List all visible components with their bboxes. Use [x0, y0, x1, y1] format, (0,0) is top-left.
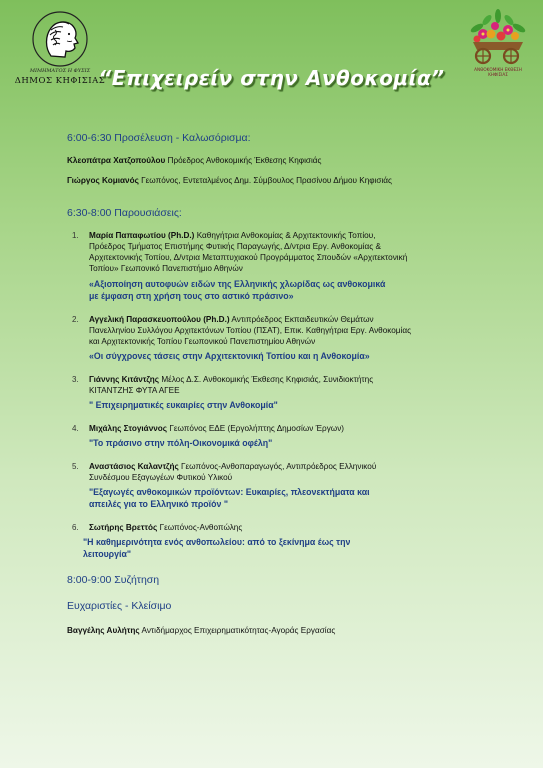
page-title: “Επιχειρείν στην Ανθοκομία” — [98, 66, 445, 90]
speaker-role: Πρόεδρος Ανθοκομικής Έκθεσης Κηφισιάς — [165, 156, 322, 165]
presentation-item — [67, 423, 487, 449]
speaker-role: Τοπίου» Γεωπονικό Πανεπιστήμιο Αθηνών — [89, 264, 243, 273]
speaker-name: Γιώργος Κομιανός — [67, 176, 139, 185]
speaker-role: Γεωπόνος, Εντεταλμένος Δημ. Σύμβουλος Πρασίνου Δήμου Κηφισιάς — [138, 176, 392, 185]
speaker-role: Καθηγήτρια Ανθοκομίας & Αρχιτεκτονικής Τοπίου, — [194, 231, 376, 240]
speaker-name: Κλεοπάτρα Χατζοπούλου — [67, 156, 166, 165]
talk-title: "Εξαγωγές ανθοκομικών προϊόντων: Ευκαιρίες, πλεονεκτήματα και — [89, 487, 370, 497]
talk-title: με έμφαση στη χρήση τους στο αστικό πράσινο» — [89, 291, 294, 301]
presentations-heading: 6:30-8:00 Παρουσιάσεις: — [67, 207, 182, 219]
presentation-item — [67, 314, 487, 362]
speaker-name: Βαγγέλης Αυλήτης — [67, 626, 140, 635]
talk-title: " Επιχειρηματικές ευκαιρίες στην Ανθοκομία" — [89, 400, 278, 410]
speaker-role: Αρχιτεκτονικής Τοπίου, Δ/ντρια Μεταπτυχιακού Προγράμματος Σπουδών «Αρχιτεκτονική — [89, 253, 408, 262]
speaker-name: Σωτήρης Βρεττός — [89, 523, 158, 532]
presentation-item — [67, 522, 487, 560]
speaker-name: Γιάννης Κιτάντζης — [89, 375, 160, 384]
speaker-role: Γεωπόνος ΕΔΕ (Εργολήπτης Δημοσίων Έργων) — [167, 424, 345, 433]
speaker-role: Πανελληνίου Συλλόγου Αρχιτεκτόνων Τοπίου (ΠΣΑΤ), Επικ. Καθηγήτρια Εργ. Ανθοκομίας — [89, 326, 412, 335]
municipality-motto: ΜΙΜΗΜΑΤΟΣ Η ΦΥΣΙΣ — [29, 68, 91, 74]
speaker-name: Αναστάσιος Καλαντζής — [89, 462, 179, 471]
item-number: 3. — [72, 375, 79, 384]
speaker-role: Αντιπρόεδρος Εκπαιδευτικών Θεμάτων — [229, 315, 374, 324]
speaker-role: Πρόεδρος Τμήματος Επιστήμης Φυτικής Παραγωγής, Δ/ντρια Εργ. Ανθοκομίας & — [89, 242, 381, 251]
item-number: 2. — [72, 315, 79, 324]
head-profile-emblem-icon — [31, 10, 89, 68]
speaker-role: Μέλος Δ.Σ. Ανθοκομικής Έκθεσης Κηφισιάς, Συνιδιοκτήτης — [159, 375, 374, 384]
talk-title: "Το πράσινο στην πόλη-Οικονομικά οφέλη" — [89, 438, 273, 448]
presentation-item — [67, 461, 487, 510]
speaker-role: ΚΙΤΑΝΤΖΗΣ ΦΥΤΑ ΑΓΕΕ — [89, 386, 180, 395]
presentation-item — [67, 374, 487, 411]
speaker-role: Αντιδήμαρχος Επιχειρηματικότητας-Αγοράς Εργασίας — [139, 626, 336, 635]
fair-caption-line2: ΚΗΦΙΣΙΑΣ — [488, 71, 508, 77]
fair-caption-line1: ΑΝΘΟΚΟΜΙΚΗ ΕΚΘΕΣΗ — [474, 67, 522, 72]
item-number: 6. — [72, 523, 79, 532]
speaker-role: Συνδέσμου Εξαγωγέων Φυτικού Υλικού — [89, 473, 233, 482]
talk-title: λειτουργία" — [83, 549, 132, 559]
speaker-name: Μαρία Παπαφωτίου (Ph.D.) — [89, 231, 195, 240]
flower-cart-icon — [463, 6, 533, 68]
presentation-item — [67, 230, 487, 302]
talk-title: «Αξιοποίηση αυτοφυών ειδών της Ελληνικής χλωρίδας ως ανθοκομικά — [89, 279, 386, 289]
talk-title: "Η καθημερινότητα ενός ανθοπωλείου: από το ξεκίνημα έως την — [83, 537, 351, 547]
talk-title: «Οι σύγχρονες τάσεις στην Αρχιτεκτονική Τοπίου και η Ανθοκομία» — [89, 351, 370, 361]
municipality-name: ΔΗΜΟΣ ΚΗΦΙΣΙΑΣ — [14, 76, 106, 86]
talk-title: απειλές για το Ελληνικό προϊόν " — [89, 499, 228, 509]
discussion-heading: 8:00-9:00 Συζήτηση — [67, 574, 160, 586]
speaker-line — [67, 155, 487, 166]
speaker-role: Γεωπόνος-Ανθοπαραγωγός, Αντιπρόεδρος Ελληνικού — [178, 462, 377, 471]
closing-heading: Ευχαριστίες - Κλείσιμο — [67, 600, 172, 612]
item-number: 1. — [72, 231, 79, 240]
speaker-role: και Αρχιτεκτονικής Τοπίου Γεωπονικού Πανεπιστημίου Αθηνών — [89, 337, 316, 346]
closing-speaker-line — [67, 625, 487, 636]
item-number: 5. — [72, 462, 79, 471]
item-number: 4. — [72, 424, 79, 433]
speaker-name: Μιχάλης Στογιάννος — [89, 424, 168, 433]
arrival-heading: 6:00-6:30 Προσέλευση - Καλωσόρισμα: — [67, 132, 251, 144]
speaker-name: Αγγελική Παρασκευοπούλου (Ph.D.) — [89, 315, 230, 324]
speaker-role: Γεωπόνος-Ανθοπώλης — [157, 523, 243, 532]
program-content — [67, 132, 487, 636]
speaker-line — [67, 175, 487, 186]
